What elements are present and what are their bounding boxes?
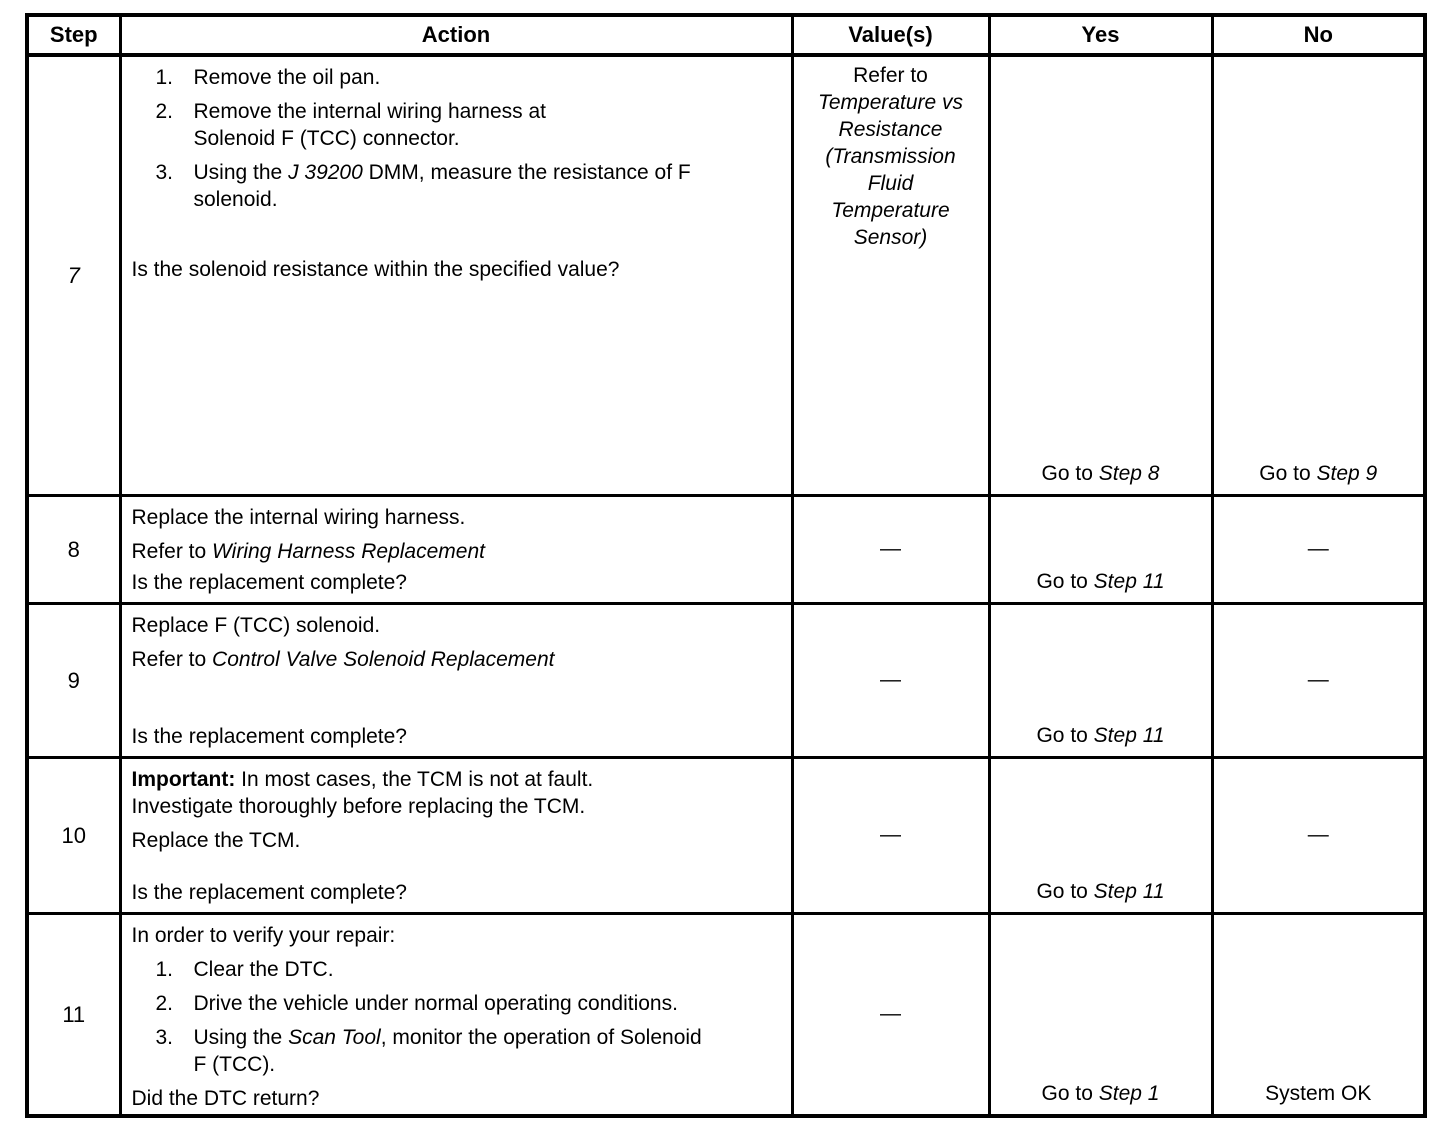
action-content: [132, 766, 781, 906]
text-run: Clear the DTC.: [193, 958, 334, 981]
action-paragraph: [132, 612, 781, 639]
action-question: [132, 723, 781, 750]
values-text: [798, 666, 984, 693]
text-run: 11: [62, 1002, 86, 1027]
text-run: Solenoid F (TCC) connector.: [193, 127, 460, 150]
text-run: Investigate thoroughly before replacing the TCM.: [131, 795, 586, 818]
list-text: [194, 1024, 781, 1078]
action-content: [132, 612, 781, 750]
no-text: [1218, 666, 1420, 693]
action-question: [132, 569, 781, 596]
list-text: [194, 159, 781, 213]
text-run: DMM, measure the resistance of F: [362, 161, 691, 184]
text-run: Step 11: [1093, 724, 1165, 747]
list-number: 2.: [155, 100, 174, 123]
no-cell: [1212, 914, 1425, 1117]
text-run: Wiring Harness Replacement: [212, 540, 485, 563]
action-paragraph: [132, 827, 781, 854]
text-run: Is the replacement complete?: [131, 725, 407, 748]
list-text: [194, 990, 781, 1017]
table-header: [27, 15, 1425, 55]
text-run: J 39200: [288, 161, 363, 184]
step-cell: [27, 758, 120, 914]
numbered-instruction: [132, 956, 781, 983]
values-cell: [792, 914, 989, 1117]
text-run: In order to verify your repair:: [131, 924, 396, 947]
col-header-values: Value(s): [792, 15, 989, 55]
text-run: —: [880, 668, 901, 691]
yes-text: [995, 878, 1207, 905]
yes-cell: [989, 914, 1212, 1117]
values-cell: [792, 604, 989, 758]
text-run: Step 8: [1098, 462, 1160, 485]
numbered-instruction: [132, 64, 781, 91]
step-cell: [27, 55, 120, 496]
diagnostic-table: [25, 13, 1427, 1118]
step-number: [68, 263, 80, 288]
step-number: [68, 537, 80, 562]
values-cell: [792, 55, 989, 496]
action-cell: [120, 914, 792, 1117]
action-content: [132, 922, 781, 1108]
values-text: [798, 821, 984, 848]
numbered-instruction: [132, 98, 781, 152]
table-row: [27, 758, 1425, 914]
col-header-action: Action: [120, 15, 792, 55]
text-run: Go to: [1041, 1082, 1099, 1105]
text-run: solenoid.: [193, 188, 278, 211]
text-run: Important:: [131, 768, 236, 791]
values-cell: [792, 496, 989, 604]
action-instructions: [132, 766, 781, 854]
text-run: Temperature: [831, 199, 950, 222]
text-run: System OK: [1265, 1082, 1372, 1105]
action-paragraph: [132, 766, 781, 820]
text-run: Step 11: [1093, 880, 1165, 903]
text-run: Replace the TCM.: [131, 829, 301, 852]
text-run: Using the: [193, 1026, 289, 1049]
text-run: Is the replacement complete?: [131, 881, 407, 904]
yes-text: [995, 722, 1207, 749]
values-text: [798, 535, 984, 562]
text-run: Replace the internal wiring harness.: [131, 506, 466, 529]
text-run: Step 9: [1316, 462, 1378, 485]
text-run: Is the solenoid resistance within the specified value?: [131, 258, 620, 281]
text-run: —: [1307, 823, 1329, 846]
text-run: 7: [67, 263, 80, 288]
step-number: [68, 668, 80, 693]
values-text: [798, 1000, 984, 1027]
text-run: Sensor): [853, 226, 928, 249]
text-run: Scan Tool: [288, 1026, 381, 1049]
yes-text: [995, 568, 1207, 595]
action-cell: [120, 496, 792, 604]
action-instructions: [132, 922, 781, 1085]
table-row: [27, 914, 1425, 1117]
col-header-step: Step: [27, 15, 120, 55]
table-body: [27, 55, 1425, 1116]
action-instructions: [132, 504, 781, 565]
text-run: —: [1307, 537, 1329, 560]
text-run: Resistance: [838, 118, 943, 141]
list-text: [194, 98, 781, 152]
no-cell: [1212, 55, 1425, 496]
action-question: [132, 879, 781, 906]
text-run: Refer to: [131, 648, 213, 671]
text-run: Replace F (TCC) solenoid.: [131, 614, 381, 637]
yes-cell: [989, 496, 1212, 604]
yes-text: [995, 1080, 1207, 1107]
values-cell: [792, 758, 989, 914]
action-content: [132, 64, 781, 488]
text-run: Drive the vehicle under normal operating conditions.: [193, 992, 678, 1015]
text-run: —: [1307, 668, 1329, 691]
values-text: [798, 62, 984, 251]
text-run: Temperature vs: [817, 91, 964, 114]
text-run: Go to: [1036, 880, 1094, 903]
action-cell: [120, 758, 792, 914]
text-run: In most cases, the TCM is not at fault.: [235, 768, 594, 791]
text-run: —: [880, 537, 901, 560]
action-paragraph: [132, 922, 781, 949]
no-text: [1218, 535, 1420, 562]
action-instructions: [132, 64, 781, 220]
no-cell: [1212, 758, 1425, 914]
numbered-instruction: [132, 1024, 781, 1078]
yes-cell: [989, 55, 1212, 496]
no-cell: [1212, 496, 1425, 604]
table-row: [27, 496, 1425, 604]
table-row: [27, 55, 1425, 496]
col-header-yes: Yes: [989, 15, 1212, 55]
list-text: [194, 956, 781, 983]
header-row: [27, 15, 1425, 55]
step-cell: [27, 496, 120, 604]
text-run: Control Valve Solenoid Replacement: [212, 648, 555, 671]
text-run: F (TCC).: [193, 1053, 276, 1076]
text-run: 8: [67, 537, 80, 562]
text-run: Go to: [1259, 462, 1317, 485]
action-cell: [120, 55, 792, 496]
no-text: [1218, 1080, 1420, 1107]
step-cell: [27, 914, 120, 1117]
no-text: [1218, 821, 1420, 848]
text-run: Remove the internal wiring harness at: [193, 100, 547, 123]
action-paragraph: [132, 646, 781, 673]
step-number: [62, 1002, 85, 1027]
text-run: Go to: [1036, 570, 1094, 593]
text-run: Refer to: [853, 64, 928, 87]
action-cell: [120, 604, 792, 758]
step-number: [62, 823, 86, 848]
list-number: 3.: [155, 1026, 174, 1049]
text-run: Is the replacement complete?: [131, 571, 407, 594]
action-question: [132, 1085, 781, 1112]
text-run: Refer to: [131, 540, 213, 563]
text-run: (Transmission: [825, 145, 956, 168]
text-run: Step 1: [1098, 1082, 1160, 1105]
text-run: Step 11: [1093, 570, 1165, 593]
no-cell: [1212, 604, 1425, 758]
list-number: 3.: [155, 161, 174, 184]
list-number: 1.: [155, 66, 174, 89]
action-paragraph: [132, 538, 781, 565]
numbered-instruction: [132, 159, 781, 213]
text-run: Did the DTC return?: [131, 1087, 320, 1110]
text-run: —: [880, 1002, 901, 1025]
yes-cell: [989, 758, 1212, 914]
action-question: [132, 256, 781, 283]
text-run: Using the: [193, 161, 289, 184]
list-text: [194, 64, 781, 91]
yes-cell: [989, 604, 1212, 758]
text-run: 9: [67, 668, 80, 693]
col-header-no: No: [1212, 15, 1425, 55]
text-run: —: [880, 823, 901, 846]
table-row: [27, 604, 1425, 758]
list-number: 1.: [155, 958, 174, 981]
no-text: [1218, 460, 1420, 487]
action-instructions: [132, 612, 781, 673]
numbered-instruction: [132, 990, 781, 1017]
text-run: Go to: [1041, 462, 1099, 485]
text-run: Go to: [1036, 724, 1094, 747]
yes-text: [995, 460, 1207, 487]
list-number: 2.: [155, 992, 174, 1015]
text-run: Fluid: [867, 172, 914, 195]
text-run: 10: [61, 823, 86, 848]
action-content: [132, 504, 781, 596]
step-cell: [27, 604, 120, 758]
action-paragraph: [132, 504, 781, 531]
text-run: , monitor the operation of Solenoid: [380, 1026, 702, 1049]
text-run: Remove the oil pan.: [193, 66, 381, 89]
